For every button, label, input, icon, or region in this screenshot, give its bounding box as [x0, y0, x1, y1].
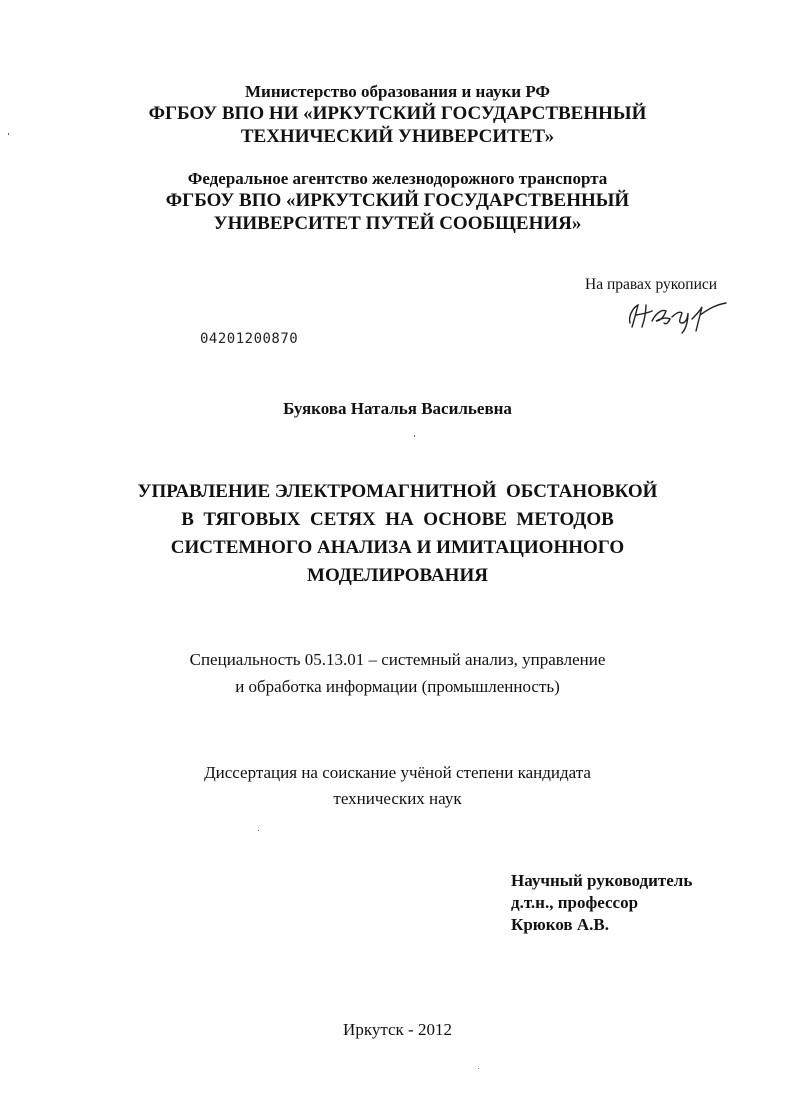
dissertation-title-line2: В ТЯГОВЫХ СЕТЯХ НА ОСНОВЕ МЕТОДОВ [181, 509, 614, 530]
university1-name-line2: ТЕХНИЧЕСКИЙ УНИВЕРСИТЕТ» [240, 126, 555, 147]
scan-speck [258, 830, 259, 831]
city-year: Иркутск - 2012 [343, 1020, 452, 1039]
dissertation-degree-line2: технических наук [333, 789, 462, 808]
advisor-name: Крюков А.В. [511, 915, 609, 934]
dissertation-degree-line1: Диссертация на соискание учёной степени кандидата [204, 763, 591, 782]
dissertation-title-line4: МОДЕЛИРОВАНИЯ [307, 565, 488, 586]
scan-speck [8, 133, 9, 135]
handwritten-signature [622, 293, 732, 335]
university1-name-line1: ФГБОУ ВПО НИ «ИРКУТСКИЙ ГОСУДАРСТВЕННЫЙ [148, 103, 647, 124]
dissertation-title-line3: СИСТЕМНОГО АНАЛИЗА И ИМИТАЦИОННОГО [170, 537, 625, 558]
advisor-degree: д.т.н., профессор [511, 893, 639, 912]
agency-name: Федеральное агентство железнодорожного транспорта [187, 169, 608, 188]
ministry-name: Министерство образования и науки РФ [244, 82, 551, 101]
specialty-line2: и обработка информации (промышленность) [235, 677, 560, 696]
scan-speck [414, 435, 415, 437]
scan-speck [478, 1068, 479, 1069]
inventory-number: 04201200870 [200, 331, 299, 347]
advisor-role: Научный руководитель [511, 871, 693, 890]
university2-name-line2: УНИВЕРСИТЕТ ПУТЕЙ СООБЩЕНИЯ» [213, 213, 582, 234]
advisor-block [511, 870, 692, 936]
author-name: Буякова Наталья Васильевна [283, 399, 512, 418]
rights-note: На правах рукописи [585, 276, 718, 293]
dissertation-title-line1: УПРАВЛЕНИЕ ЭЛЕКТРОМАГНИТНОЙ ОБСТАНОВКОЙ [137, 481, 658, 502]
university2-name-line1: ФГБОУ ВПО «ИРКУТСКИЙ ГОСУДАРСТВЕННЫЙ [165, 190, 630, 211]
specialty-line1: Специальность 05.13.01 – системный анализ, управление [189, 650, 606, 669]
